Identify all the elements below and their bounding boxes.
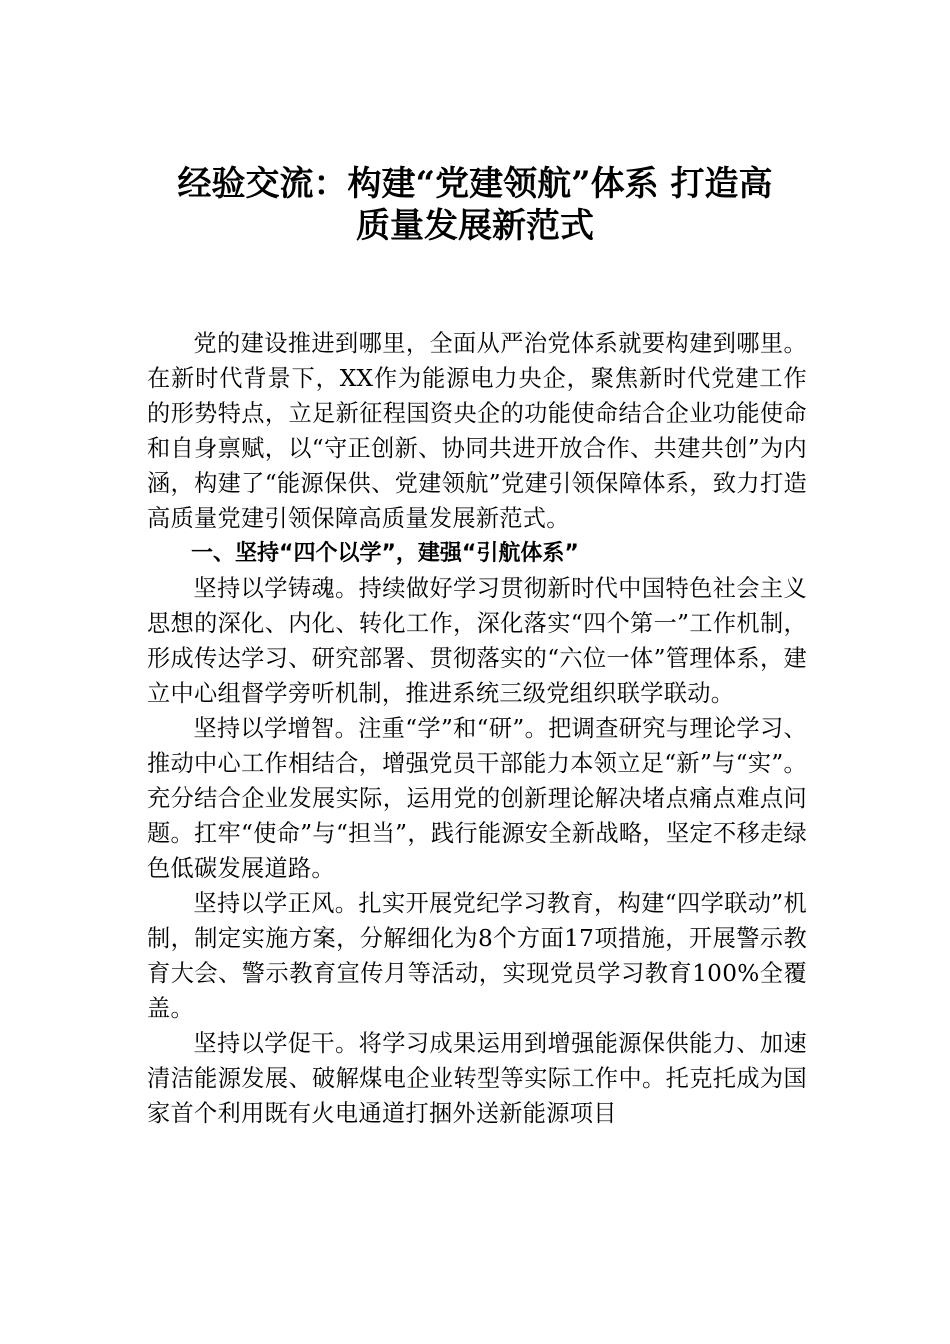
paragraph-study-wisdom: 坚持以学增智。注重“学”和“研”。把调查研究与理论学习、推动中心工作相结合，增强党员干部能力本领立足“新”与“实”。充分结合企业发展实际，运用党的创新理论解决堵点痛点难点问题。扛牢“使命”与“担当”，践行能源安全新战略，坚定不移走绿色低碳发展道路。 bbox=[147, 715, 807, 882]
document-title-line-1: 经验交流：构建“党建领航”体系 打造高 bbox=[177, 164, 773, 204]
document-title-line-2: 质量发展新范式 bbox=[356, 206, 594, 246]
paragraph-study-action: 坚持以学促干。将学习成果运用到增强能源保供能力、加速清洁能源发展、破解煤电企业转型等实际工作中。托克托成为国家首个利用既有火电通道打捆外送新能源项目 bbox=[147, 1030, 807, 1127]
section-heading-1: 一、坚持“四个以学”，建强“引航体系” bbox=[191, 541, 579, 566]
document-body bbox=[147, 326, 807, 1131]
paragraph-study-conduct: 坚持以学正风。扎实开展党纪学习教育，构建“四学联动”机制，制定实施方案，分解细化为8个方面17项措施，开展警示教育大会、警示教育宣传月等活动，实现党员学习教育100%全覆盖。 bbox=[147, 890, 807, 1022]
paragraph-intro: 党的建设推进到哪里，全面从严治党体系就要构建到哪里。在新时代背景下，XX作为能源电力央企，聚焦新时代党建工作的形势特点，立足新征程国资央企的功能使命结合企业功能使命和自身禀赋，以“守正创新、协同共进开放合作、共建共创”为内涵，构建了“能源保供、党建领航”党建引领保障体系，致力打造高质量党建引领保障高质量发展新范式。 bbox=[147, 330, 807, 532]
paragraph-study-soul: 坚持以学铸魂。持续做好学习贯彻新时代中国特色社会主义思想的深化、内化、转化工作，深化落实“四个第一”工作机制，形成传达学习、研究部署、贯彻落实的“六位一体”管理体系，建立中心组督学旁听机制，推进系统三级党组织联学联动。 bbox=[147, 575, 807, 707]
